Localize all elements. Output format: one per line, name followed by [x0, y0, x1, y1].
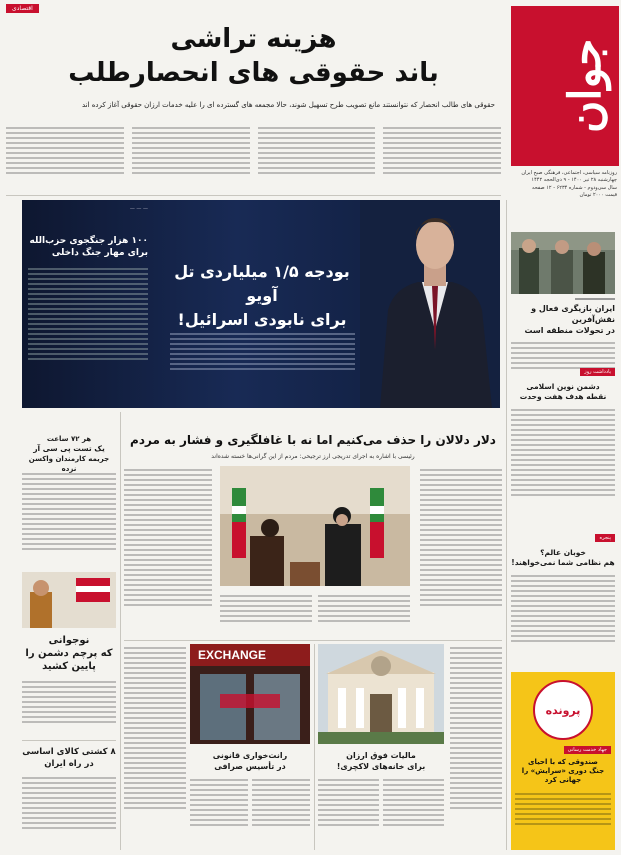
israel-banner [22, 200, 500, 408]
exchange-photo: EXCHANGE [190, 644, 310, 744]
luxury-villa-photo [318, 644, 444, 744]
interview-photo [220, 466, 410, 586]
teen-flag-photo [22, 572, 116, 628]
military-photo [511, 232, 615, 294]
top-lead: حقوقی های طالب انحصار که نتوانستند مانع تصویب طرح تسهیل شوند، حالا مجمعه های گسترده ای را علیه خدمات ارزان حقوقی آغاز کرده اند [81, 101, 495, 109]
tax-headline: مالیات فوق ارزان برای خانه‌های لاکچری! [336, 751, 426, 771]
right-tag2: پنجره [595, 534, 615, 542]
newspaper-logo: جوان [511, 6, 619, 166]
top-story [6, 4, 501, 194]
right-column [511, 232, 615, 850]
exchange-headline: رانت‌خواری قانونی در تأسیس صرافی [212, 751, 288, 771]
main-headline: دلار دلالان را حذف می‌کنیم اما نه با غافلگیری و فشار به مردم [130, 433, 496, 447]
right-item1: ایران بازیگری فعال و نقش‌آفرین در تحولات منطقه است [511, 298, 615, 375]
right-tag1: یادداشت روز [580, 368, 615, 376]
main-body-right [420, 466, 502, 636]
left-item2: نوجوانی که پرچم دشمن را پایین کشید [25, 635, 113, 672]
left-item1: هر ۷۲ ساعت یک تست پی سی آر جریمه کارمندان واکسن نزده [28, 435, 110, 473]
tax-story [318, 644, 502, 850]
main-story [124, 412, 502, 638]
main-sub: رئیسی با اشاره به اجرای تدریجی ارز ترجیحی: مردم از این گرانی‌ها خسته شده‌اند [211, 453, 415, 460]
right-item3: خوبان عالم؟ هم نظامی شما نمی‌خواهند! [511, 548, 615, 662]
left-column [22, 412, 116, 850]
exchange-story [124, 644, 310, 850]
yellow-headline: صندوقی که با احیای جنگ دوری «سرایش» را جهانی کرد [521, 758, 605, 784]
main-body-left [124, 466, 212, 636]
left-item3: ۸ کشتی کالای اساسی در راه ایران [22, 747, 116, 769]
parvandeh-sticker: پرونده [533, 680, 593, 740]
yellow-feature-box [511, 672, 615, 850]
top-body-text [6, 124, 501, 194]
yellow-tag: جهاد خدمت رسانی [564, 746, 611, 754]
top-headline: هزینه تراشی باند حقوقی های انحصارطلب [68, 24, 439, 88]
right-item2: دشمن نوین اسلامی نقطه هدف هفت وحدت [511, 382, 615, 516]
masthead-info: روزنامه سیاسی، اجتماعی، فرهنگی صبح ایران چهارشنبه ۲۸ تیر ۱۴۰۰ - ۹ ذی‌الحجه ۱۴۴۲ سال سی‌ودوم - شماره ۶۲۳۴ - ۱۲ صفحه قیمت ۲۰۰۰ تومان [521, 170, 617, 198]
politician-photo [360, 200, 500, 408]
israel-headline: بودجه ۱/۵ میلیاردی تل آویو برای نابودی اسرائیل! [174, 262, 350, 329]
hezbollah-box: — — — ۱۰۰ هزار جنگجوی حزب‌الله برای مهار جنگ داخلی [28, 206, 148, 402]
israel-body [170, 330, 355, 390]
main-body-bottom [220, 592, 410, 636]
section-tag: اقتصادی [6, 4, 39, 13]
masthead [509, 0, 621, 198]
